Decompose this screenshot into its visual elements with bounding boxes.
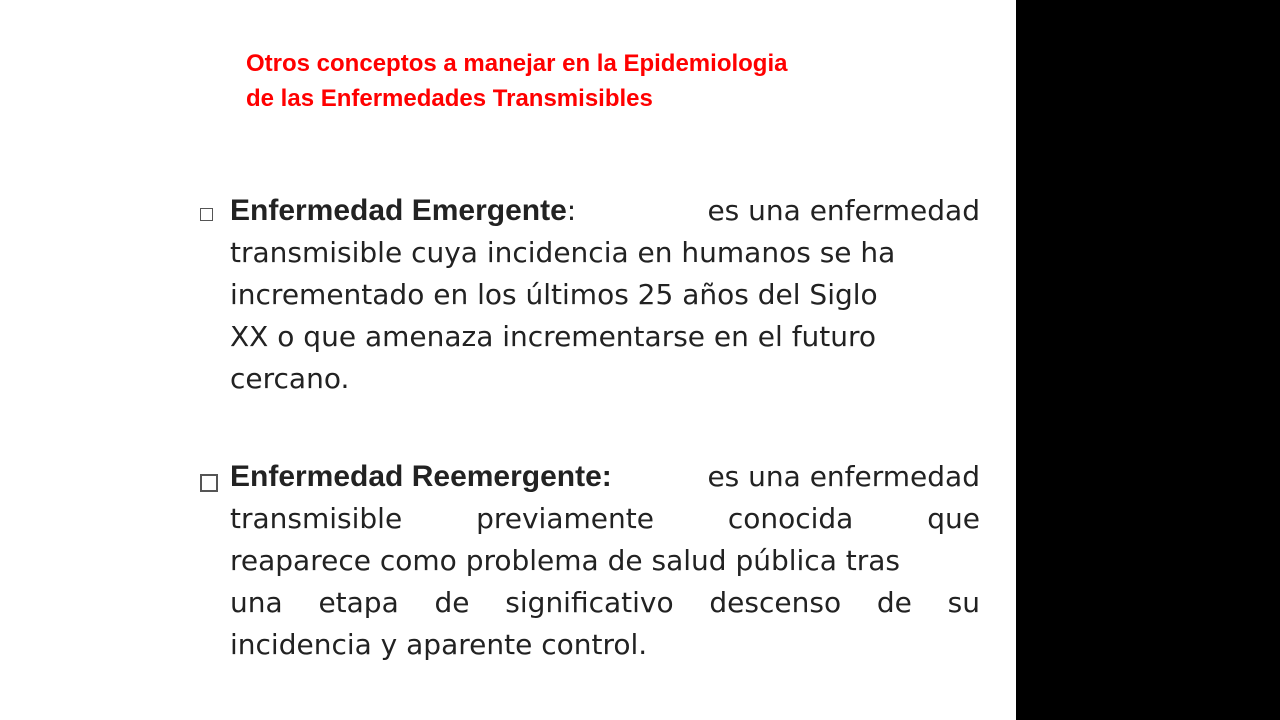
slide-title-line-1: Otros conceptos a manejar en la Epidemiologia xyxy=(246,50,788,77)
word: que xyxy=(927,502,980,535)
bullet-reemergent-line-2 xyxy=(230,498,980,540)
bullet-reemergent-term: Enfermedad Reemergente: xyxy=(230,460,612,493)
word: de xyxy=(876,586,912,619)
square-bullet-icon xyxy=(200,208,213,221)
bullet-emergent-line-1: es una enfermedad xyxy=(707,194,980,227)
bullet-emergent-line-3: incrementado en los últimos 25 años del Siglo xyxy=(230,278,878,311)
word: etapa xyxy=(318,586,399,619)
word: descenso xyxy=(709,586,842,619)
word: su xyxy=(947,586,980,619)
bullet-reemergent-line-3: reaparece como problema de salud pública tras xyxy=(230,544,900,577)
bullet-emergent-disease xyxy=(200,190,980,400)
slide-title xyxy=(246,46,986,116)
bullet-reemergent-line-5: incidencia y aparente control. xyxy=(230,628,648,661)
bullet-emergent-body xyxy=(230,190,980,400)
word: transmisible xyxy=(230,502,403,535)
word: una xyxy=(230,586,283,619)
word: significativo xyxy=(505,586,674,619)
slide-title-line-2: de las Enfermedades Transmisibles xyxy=(246,85,653,112)
right-bar xyxy=(1120,0,1280,720)
bullet-emergent-line-2: transmisible cuya incidencia en humanos se ha xyxy=(230,236,896,269)
bullet-reemergent-line-1: es una enfermedad xyxy=(707,460,980,493)
bullet-reemergent-line-4 xyxy=(230,582,980,624)
bullet-emergent-line-5: cercano. xyxy=(230,362,350,395)
bullet-emergent-term: Enfermedad Emergente xyxy=(230,194,567,227)
bullet-emergent-first-line xyxy=(230,190,980,232)
bullet-reemergent-first-line xyxy=(230,456,980,498)
bullet-emergent-term-wrap xyxy=(230,190,576,232)
word: de xyxy=(434,586,470,619)
word: conocida xyxy=(727,502,854,535)
square-bullet-icon xyxy=(200,474,218,492)
bullet-reemergent-body xyxy=(230,456,980,666)
bullet-reemergent-disease xyxy=(200,456,980,666)
word: previamente xyxy=(476,502,654,535)
bullet-emergent-separator: : xyxy=(566,194,577,227)
bullet-emergent-line-4: XX o que amenaza incrementarse en el futuro xyxy=(230,320,877,353)
side-bar xyxy=(1016,0,1120,720)
